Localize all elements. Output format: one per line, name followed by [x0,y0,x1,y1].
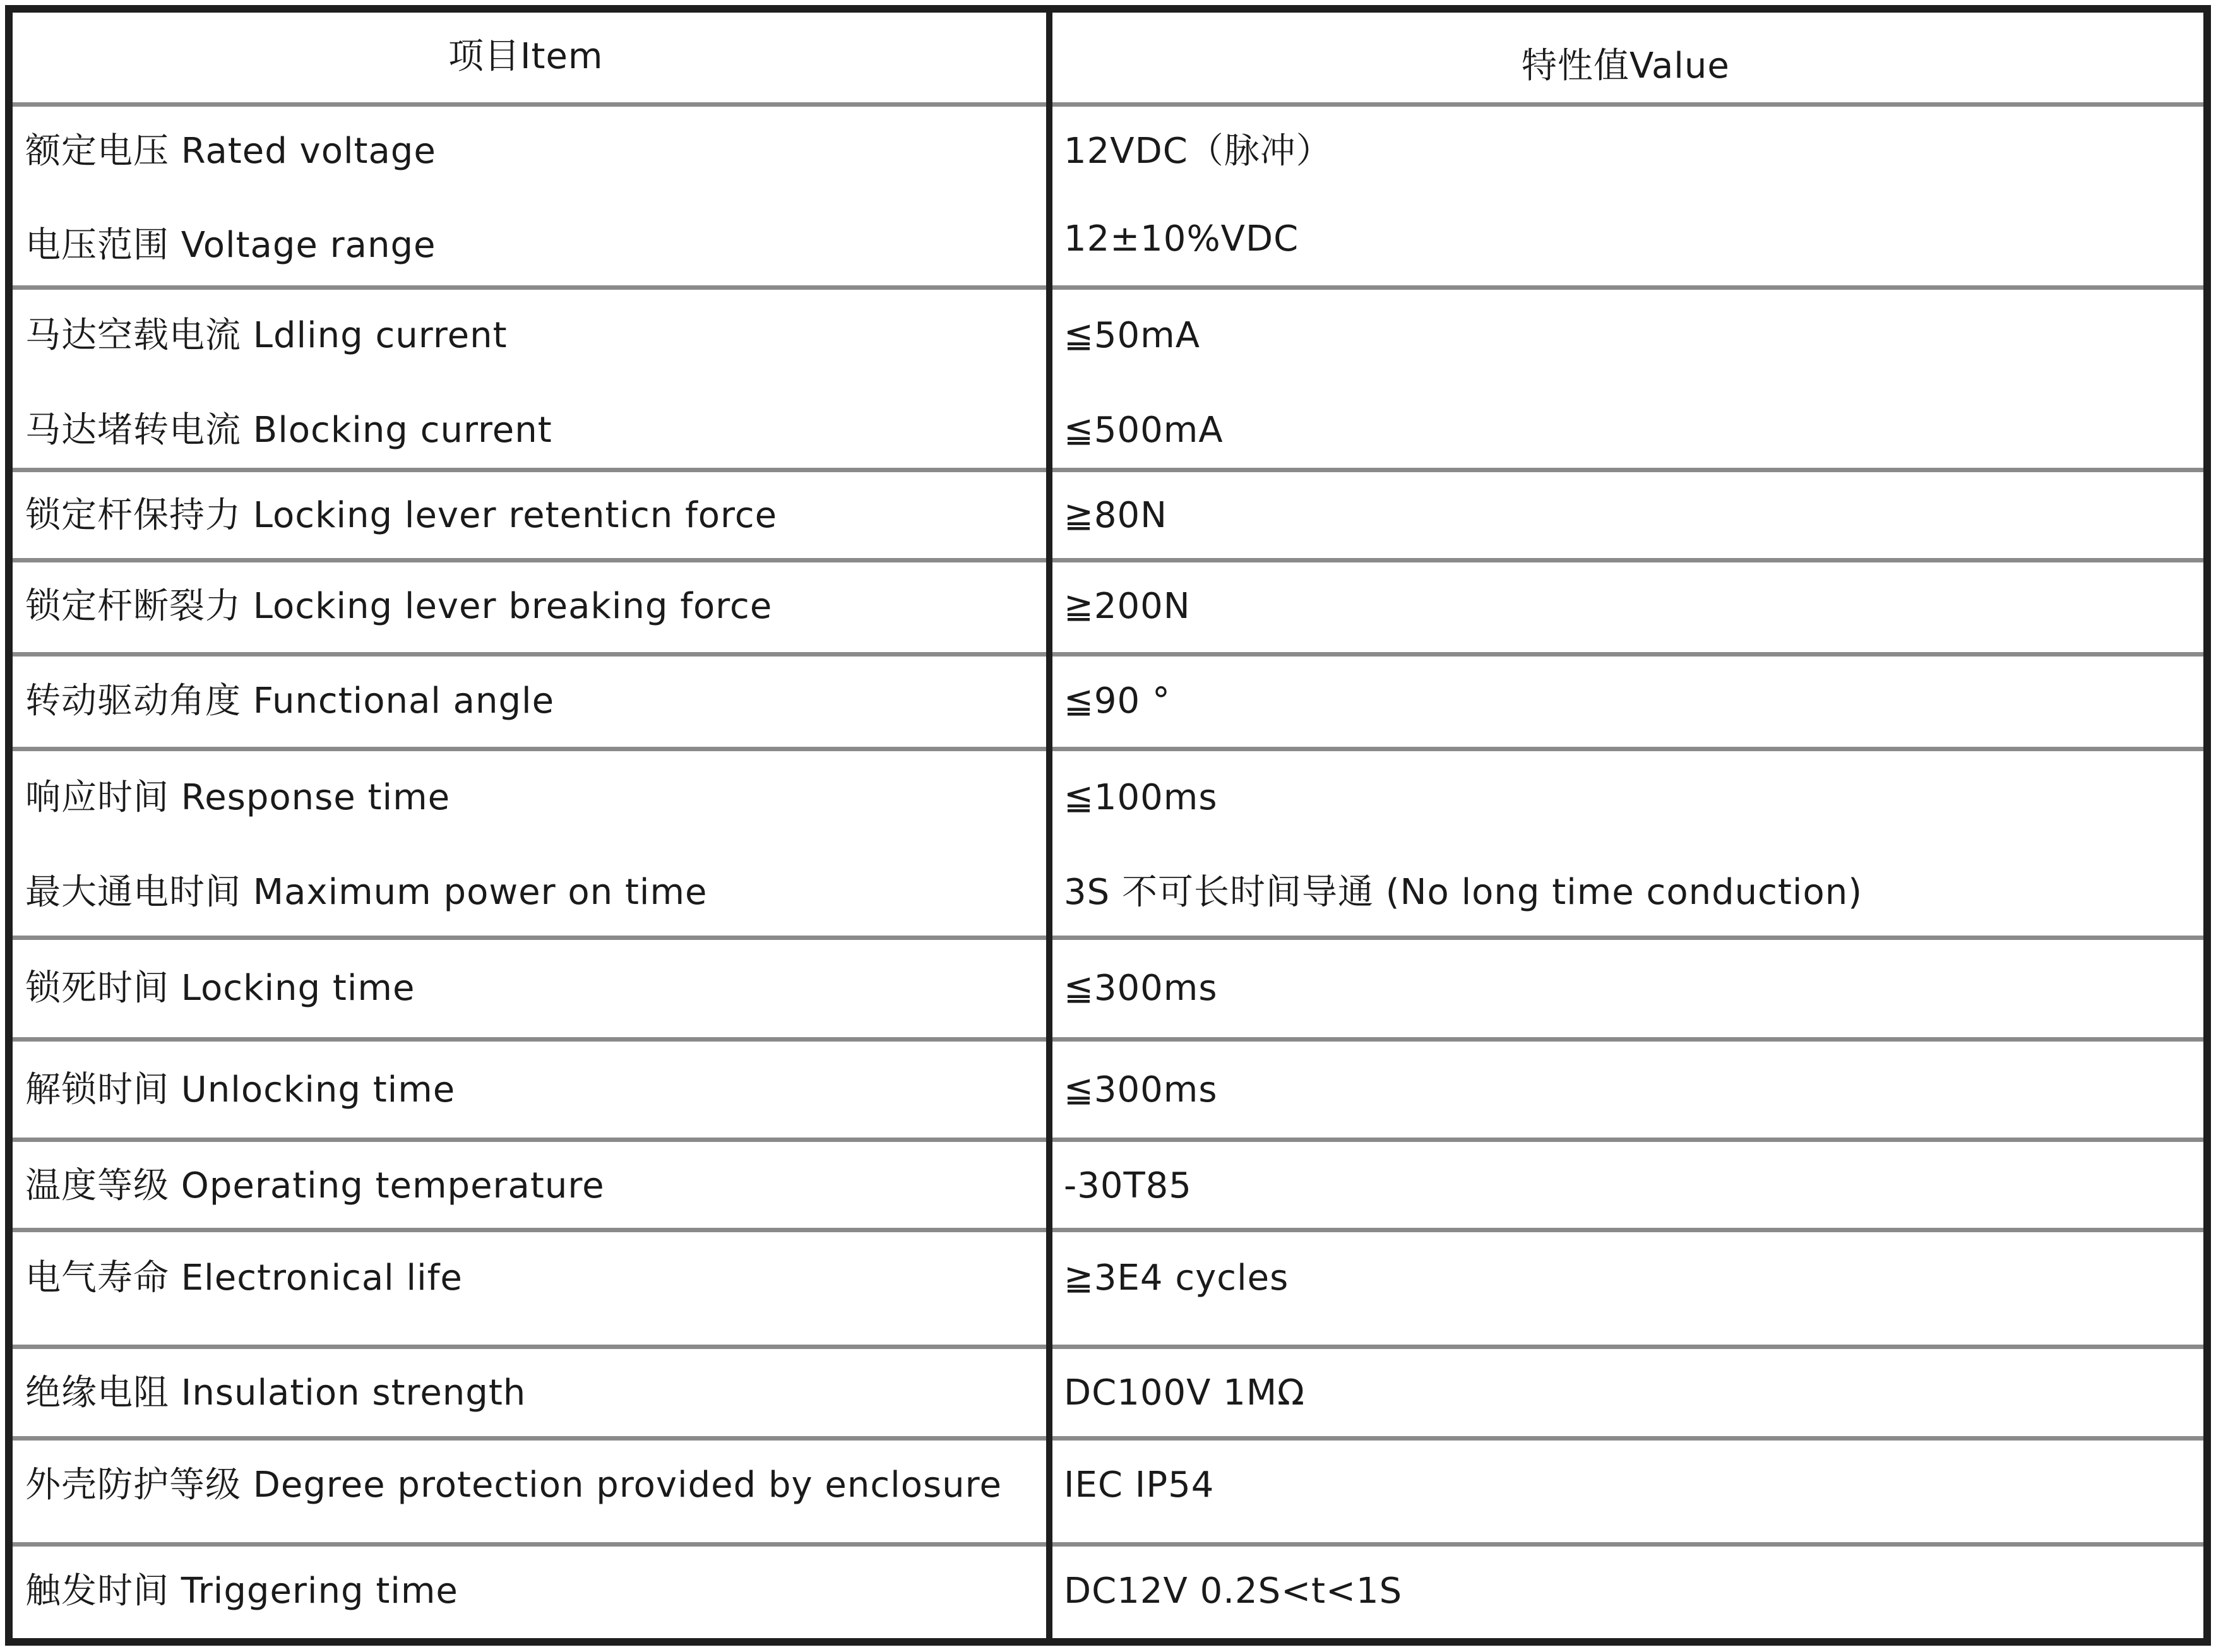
item-electronical-life: 电气寿命 Electronical life [25,1257,463,1298]
item-functional-angle: 转动驱动角度 Functional angle [25,680,555,722]
value-locking-time: ≦300ms [1064,968,1218,1009]
value-response-time: ≦100ms [1064,777,1218,818]
value-blocking-current: ≦500mA [1064,410,1224,451]
item-locking-lever-breaking-force: 锁定杆断裂力 Locking lever breaking force [25,586,773,627]
row-divider [13,1037,2203,1042]
value-degree-protection: IEC IP54 [1064,1465,1215,1506]
row-divider [13,102,2203,107]
row-divider [13,558,2203,562]
value-triggering-time: DC12V 0.2S<t<1S [1064,1571,1403,1612]
item-insulation-strength: 绝缘电阻 Insulation strength [25,1372,527,1413]
row-divider [13,468,2203,472]
item-unlocking-time: 解锁时间 Unlocking time [25,1069,456,1110]
item-idling-current: 马达空载电流 Ldling current [25,315,508,356]
value-functional-angle: ≦90 ° [1064,680,1171,722]
value-electronical-life: ≧3E4 cycles [1064,1257,1289,1298]
item-locking-lever-retention-force: 锁定杆保持力 Locking lever retenticn force [25,495,778,536]
value-maximum-power-on-time: 3S 不可长时间导通 (No long time conduction) [1064,872,1863,913]
value-locking-lever-retention-force: ≧80N [1064,495,1168,536]
value-insulation-strength: DC100V 1MΩ [1064,1372,1305,1413]
column-divider [1046,13,1052,1638]
row-divider [13,1542,2203,1547]
value-locking-lever-breaking-force: ≧200N [1064,586,1191,627]
row-divider [13,1436,2203,1441]
row-divider [13,285,2203,290]
value-voltage-range: 12±10%VDC [1064,218,1299,259]
row-divider [13,1228,2203,1232]
header-value-label: 特性值Value [1522,45,1730,86]
value-unlocking-time: ≦300ms [1064,1069,1218,1110]
row-divider [13,936,2203,940]
item-triggering-time: 触发时间 Triggering time [25,1571,458,1612]
item-operating-temperature: 温度等级 Operating temperature [25,1165,605,1206]
row-divider [13,747,2203,751]
row-divider [13,652,2203,657]
value-rated-voltage: 12VDC（脉冲） [1064,131,1332,172]
header-item-label: 项目Item [448,36,604,77]
item-degree-protection: 外壳防护等级 Degree protection provided by enclosure [25,1465,1002,1506]
value-operating-temperature: -30T85 [1064,1165,1192,1206]
row-divider [13,1345,2203,1349]
value-idling-current: ≦50mA [1064,315,1201,356]
item-maximum-power-on-time: 最大通电时间 Maximum power on time [25,872,708,913]
spec-table [5,5,2211,1646]
item-response-time: 响应时间 Response time [25,777,451,818]
item-locking-time: 锁死时间 Locking time [25,968,415,1009]
row-divider [13,1138,2203,1142]
item-voltage-range: 电压范围 Voltage range [25,225,436,266]
item-rated-voltage: 额定电压 Rated voltage [25,131,436,172]
item-blocking-current: 马达堵转电流 Blocking current [25,410,552,451]
